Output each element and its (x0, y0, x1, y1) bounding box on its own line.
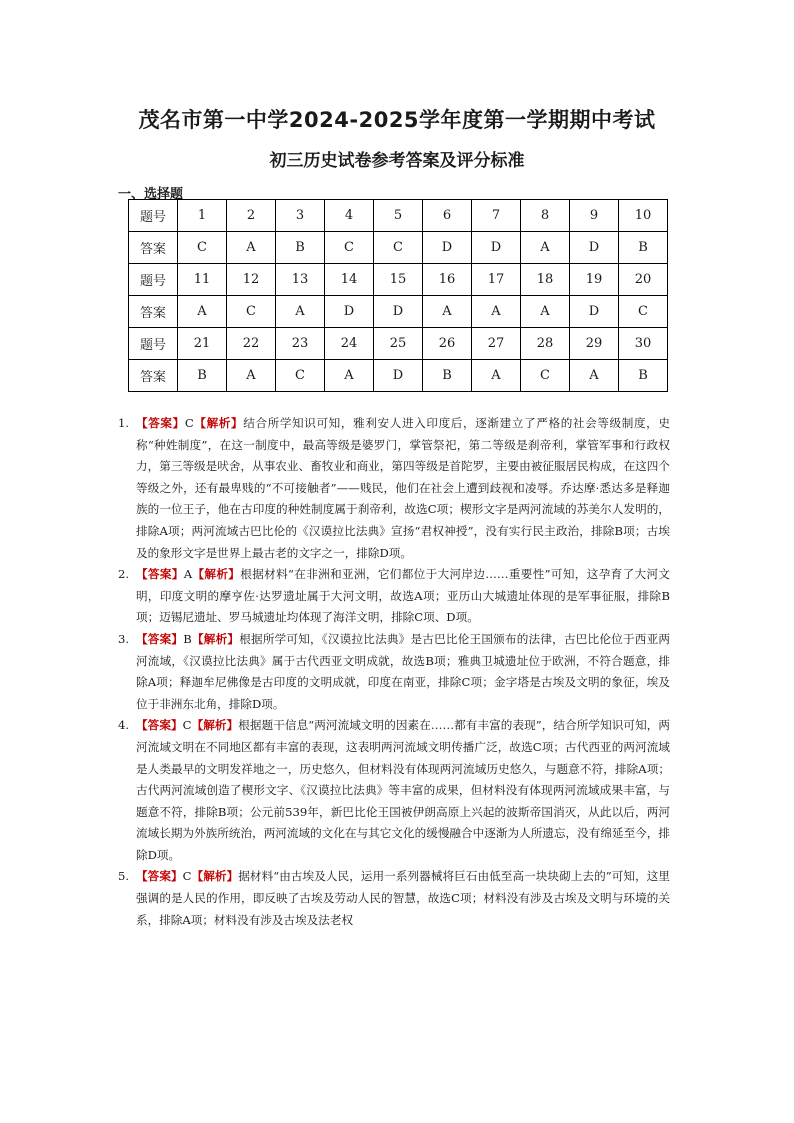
table-row-numbers (129, 328, 668, 360)
question-number-cell: 24 (325, 328, 374, 360)
question-number-cell: 14 (325, 264, 374, 296)
question-number-cell: 9 (570, 200, 619, 232)
question-number-cell: 29 (570, 328, 619, 360)
answer-cell: C (276, 360, 325, 392)
page-subtitle: 初三历史试卷参考答案及评分标准 (269, 151, 525, 171)
question-number-cell: 10 (619, 200, 668, 232)
item-answer: C (182, 869, 192, 884)
answer-cell: A (227, 360, 276, 392)
question-number-cell: 30 (619, 328, 668, 360)
explanation-list (118, 413, 670, 931)
row-label-number: 题号 (129, 200, 178, 232)
item-number: 3. (118, 631, 130, 646)
item-analysis-text: 根据所学可知，《汉谟拉比法典》是古巴比伦王国颁布的法律，古巴比伦位于西亚两河流域，《汉谟拉比法典》属于古代西亚文明成就，故选B项；雅典卫城遗址位于欧洲，不符合题意，排除A项；释迦牟尼佛像是古印度的文明成就，印度在南亚，排除C项；金字塔是古埃及文明的象征，埃及位于非洲东北角，排除D项。 (136, 631, 670, 711)
item-number: 2. (118, 567, 130, 582)
answer-cell: A (570, 360, 619, 392)
answer-cell: C (227, 296, 276, 328)
page-title: 茂名市第一中学2024-2025学年度第一学期期中考试 (138, 108, 656, 132)
analysis-tag: 【解析】 (191, 631, 240, 646)
answer-tag: 【答案】 (136, 567, 184, 582)
answer-cell: A (521, 296, 570, 328)
answer-cell: D (570, 232, 619, 264)
row-label-answer: 答案 (129, 232, 178, 264)
section-heading: 一、选择题 (118, 187, 184, 202)
answer-cell: B (178, 360, 227, 392)
answer-cell: A (325, 360, 374, 392)
question-number-cell: 17 (472, 264, 521, 296)
answer-tag: 【答案】 (136, 869, 183, 884)
answer-cell: B (619, 360, 668, 392)
answer-table (128, 199, 668, 392)
list-item (118, 715, 670, 866)
answer-cell: A (423, 296, 472, 328)
answer-cell: B (619, 232, 668, 264)
analysis-tag: 【解析】 (192, 567, 241, 582)
answer-cell: B (276, 232, 325, 264)
question-number-cell: 23 (276, 328, 325, 360)
answer-cell: D (472, 232, 521, 264)
answer-cell: A (472, 296, 521, 328)
item-answer: C (184, 416, 194, 430)
analysis-tag: 【解析】 (193, 416, 244, 430)
list-item (118, 866, 670, 931)
answer-cell: C (619, 296, 668, 328)
answer-cell: D (374, 296, 423, 328)
question-number-cell: 22 (227, 328, 276, 360)
question-number-cell: 12 (227, 264, 276, 296)
analysis-tag: 【解析】 (191, 869, 239, 884)
answer-cell: C (374, 232, 423, 264)
question-number-cell: 26 (423, 328, 472, 360)
question-number-cell: 11 (178, 264, 227, 296)
question-number-cell: 27 (472, 328, 521, 360)
question-number-cell: 20 (619, 264, 668, 296)
answer-cell: C (325, 232, 374, 264)
item-analysis-text: 根据材料“在非洲和亚洲，它们都位于大河岸边……重要性”可知，这孕育了大河文明，印度文明的摩亨佐·达罗遗址属于大河文明，故选A项；亚历山大城遗址体现的是军事征服，排除B项；迈锡尼遗址、罗马城遗址均体现了海洋文明，排除C项、D项。 (136, 567, 670, 625)
item-analysis-text: 据材料“由古埃及人民，运用一系列器械将巨石由低至高一块块砌上去的”可知，这里强调的是人民的作用，即反映了古埃及劳动人民的智慧，故选C项；材料没有涉及古埃及文明与环境的关系，排除A项；材料没有涉及古埃及法老权 (136, 869, 670, 927)
answer-cell: D (325, 296, 374, 328)
question-number-cell: 4 (325, 200, 374, 232)
table-row-answers (129, 296, 668, 328)
answer-cell: D (423, 232, 472, 264)
item-number: 1. (118, 416, 130, 430)
answer-cell: A (472, 360, 521, 392)
item-analysis-text: 结合所学知识可知，雅利安人进入印度后，逐渐建立了严格的社会等级制度，史称“种姓制度”，在这一制度中，最高等级是婆罗门，掌管祭祀，第二等级是刹帝利，掌管军事和行政权力，第三等级是吠舍，从事农业、畜牧业和商业，第四等级是首陀罗，主要由被征服居民构成，在这四个等级之外，还有最卑贱的“不可接触者”——贱民，他们在社会上遭到歧视和凌辱。乔达摩·悉达多是释迦族的一位王子，他在古印度的种姓制度属于刹帝利，故选C项；楔形文字是两河流域的苏美尔人发明的，排除A项；两河流域古巴比伦的《汉谟拉比法典》宣扬“君权神授”，没有实行民主政治，排除B项；古埃及的象形文字是世界上最古老的文字之一，排除D项。 (136, 416, 670, 560)
question-number-cell: 8 (521, 200, 570, 232)
question-number-cell: 25 (374, 328, 423, 360)
list-item (118, 564, 670, 629)
question-number-cell: 1 (178, 200, 227, 232)
list-item (118, 413, 670, 564)
item-number: 5. (118, 869, 130, 884)
answer-cell: B (423, 360, 472, 392)
question-number-cell: 3 (276, 200, 325, 232)
item-number: 4. (118, 718, 130, 733)
question-number-cell: 2 (227, 200, 276, 232)
item-analysis-text: 根据题干信息“两河流域文明的因素在……都有丰富的表现”，结合所学知识可知，两河流域文明在不同地区都有丰富的表现，这表明两河流域文明传播广泛，故选C项；古代西亚的两河流域是人类最早的文明发祥地之一，历史悠久，但材料没有体现两河流域历史悠久，与题意不符，排除A项；古代两河流域创造了楔形文字、《汉谟拉比法典》等丰富的成果，但材料没有体现两河流域成果丰富，与题意不符，排除B项；公元前539年，新巴比伦王国被伊朗高原上兴起的波斯帝国消灭，从此以后，两河流域长期为外族所统治，两河流域的文化在与其它文化的缓慢融合中逐渐为人所遗忘，没有绵延至今，排除D项。 (136, 718, 670, 862)
question-number-cell: 5 (374, 200, 423, 232)
row-label-number: 题号 (129, 264, 178, 296)
answer-cell: D (570, 296, 619, 328)
item-answer: C (182, 718, 192, 733)
table-row-answers (129, 232, 668, 264)
question-number-cell: 13 (276, 264, 325, 296)
question-number-cell: 21 (178, 328, 227, 360)
answer-cell: C (178, 232, 227, 264)
answer-cell: A (521, 232, 570, 264)
question-number-cell: 18 (521, 264, 570, 296)
table-row-numbers (129, 200, 668, 232)
answer-cell: A (227, 232, 276, 264)
item-answer: B (183, 631, 192, 646)
answer-tag: 【答案】 (136, 631, 184, 646)
question-number-cell: 16 (423, 264, 472, 296)
question-number-cell: 7 (472, 200, 521, 232)
row-label-answer: 答案 (129, 296, 178, 328)
question-number-cell: 6 (423, 200, 472, 232)
answer-cell: D (374, 360, 423, 392)
table-row-numbers (129, 264, 668, 296)
list-item (118, 629, 670, 715)
question-number-cell: 19 (570, 264, 619, 296)
question-number-cell: 15 (374, 264, 423, 296)
answer-tag: 【答案】 (136, 416, 185, 430)
answer-cell: A (178, 296, 227, 328)
analysis-tag: 【解析】 (191, 718, 239, 733)
table-row-answers (129, 360, 668, 392)
answer-cell: A (276, 296, 325, 328)
answer-tag: 【答案】 (136, 718, 183, 733)
row-label-answer: 答案 (129, 360, 178, 392)
item-answer: A (183, 567, 193, 582)
answer-cell: C (521, 360, 570, 392)
row-label-number: 题号 (129, 328, 178, 360)
question-number-cell: 28 (521, 328, 570, 360)
